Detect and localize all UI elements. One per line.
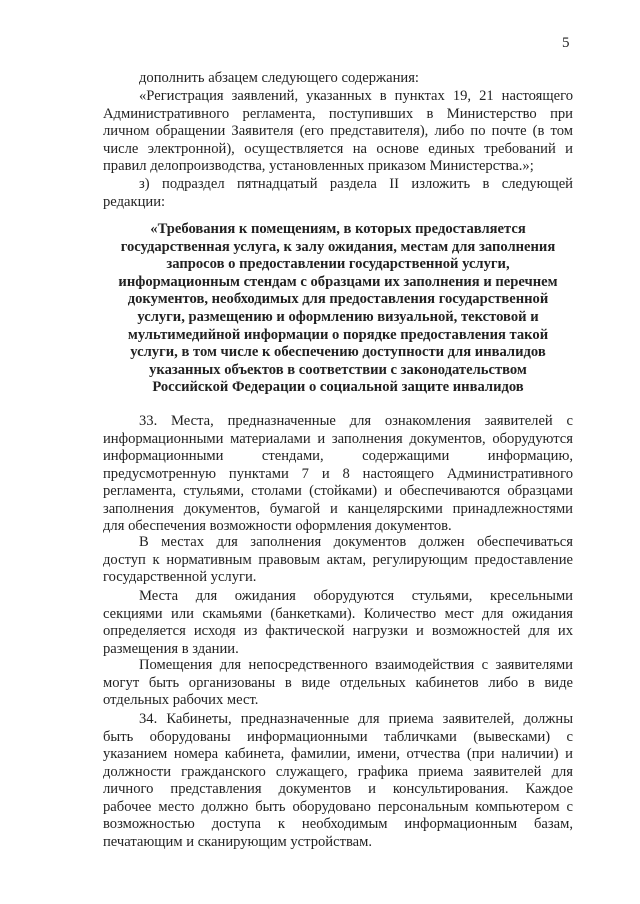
text-line: должности гражданского служащего, графика приема заявителей для xyxy=(103,763,573,780)
heading-line: документов, необходимых для предоставления государственной xyxy=(127,291,549,308)
page-number: 5 xyxy=(562,35,570,51)
text-line: отдельных рабочих мест. xyxy=(103,692,259,708)
text-line: регламента, стульями, столами (стойками) и обеспечиваются образцами xyxy=(103,483,573,499)
text-line: В местах для заполнения документов должен обеспечиваться xyxy=(139,534,573,550)
text-line: доступ к нормативным правовым актам, регулирующим предоставление xyxy=(103,551,573,568)
paragraph-premises xyxy=(103,657,573,710)
paragraph-subsection xyxy=(103,176,573,211)
text-line: информационными стендами, содержащими информацию, xyxy=(103,448,573,464)
text-line: Места для ожидания оборудуются стульями, кресельными xyxy=(139,588,573,604)
paragraph-registration xyxy=(103,88,573,176)
text-line: размещения в здании. xyxy=(103,640,239,657)
text-line: указанием номера кабинета, фамилии, имени, отчества (при наличии) и xyxy=(103,746,573,762)
section-heading xyxy=(103,221,573,397)
text-line: определяется исходя из фактической нагрузки и возможностей для их xyxy=(103,623,573,639)
heading-line: Российской Федерации о социальной защите инвалидов xyxy=(152,379,524,396)
heading-line: указанных объектов в соответствии с законодательством xyxy=(149,361,527,378)
heading-line: запросов о предоставлении государственной услуги, xyxy=(166,256,510,273)
text-line: секциями или скамьями (банкетками). Количество мест для ожидания xyxy=(103,605,573,622)
paragraph-access xyxy=(103,534,573,587)
text-line: государственной услуги. xyxy=(103,569,257,585)
text-line: 33. Места, предназначенные для ознакомления заявителей с xyxy=(139,413,573,429)
text-line: Административного регламента, поступивших в Министерство при xyxy=(103,105,573,122)
text-line: печатающим и сканирующим устройствам. xyxy=(103,833,373,850)
text-line: правил делопроизводства, установленных приказом Министерства.»; xyxy=(103,158,534,174)
paragraph-waiting xyxy=(103,588,573,658)
text-line: личного представления документов и консультирования. Каждое xyxy=(103,781,573,797)
text-line: быть оборудованы информационными табличками (вывесками) с xyxy=(103,728,573,745)
paragraph-34 xyxy=(103,711,573,851)
text-line: редакции: xyxy=(103,193,166,210)
heading-line: мультимедийной информации о порядке предоставления такой xyxy=(127,326,549,343)
heading-line: услуги, в том числе к обеспечению доступности для инвалидов xyxy=(130,344,546,361)
text-line: предусмотренную пунктами 7 и 8 настоящего Административного xyxy=(103,465,573,482)
text-line: «Регистрация заявлений, указанных в пунктах 19, 21 настоящего xyxy=(139,88,573,104)
paragraph-intro xyxy=(103,70,573,88)
text-line: рабочее место должно быть оборудовано персональным компьютером с xyxy=(103,798,573,815)
text-line: 34. Кабинеты, предназначенные для приема заявителей, должны xyxy=(139,711,573,727)
heading-line: «Требования к помещениям, в которых предоставляется xyxy=(150,221,526,237)
heading-line: информационным стендам с образцами их заполнения и перечнем xyxy=(118,273,558,290)
text-line: личном обращении Заявителя (его представителя), либо по почте (в том xyxy=(103,123,573,139)
heading-line: государственная услуга, к залу ожидания, местам для заполнения xyxy=(120,238,556,255)
text-line: заполнения документов, бумагой и канцелярскими принадлежностями xyxy=(103,500,573,517)
paragraph-33 xyxy=(103,413,573,536)
text-line: з) подраздел пятнадцатый раздела II изложить в следующей xyxy=(139,176,573,192)
text-line: дополнить абзацем следующего содержания: xyxy=(139,70,419,86)
text-line: Помещения для непосредственного взаимодействия с заявителями xyxy=(139,657,573,673)
text-line: могут быть организованы в виде отдельных кабинетов либо в виде xyxy=(103,674,573,691)
text-line: числе электронной), осуществляется на основе единых требований и xyxy=(103,140,573,157)
text-line: информационными материалами и заполнения документов, оборудуются xyxy=(103,430,573,447)
heading-line: услуги, размещению и оформлению визуальной, текстовой и xyxy=(137,308,539,325)
text-line: для обеспечения возможности оформления документов. xyxy=(103,518,452,534)
text-line: возможностью доступа к необходимым информационным базам, xyxy=(103,816,573,832)
